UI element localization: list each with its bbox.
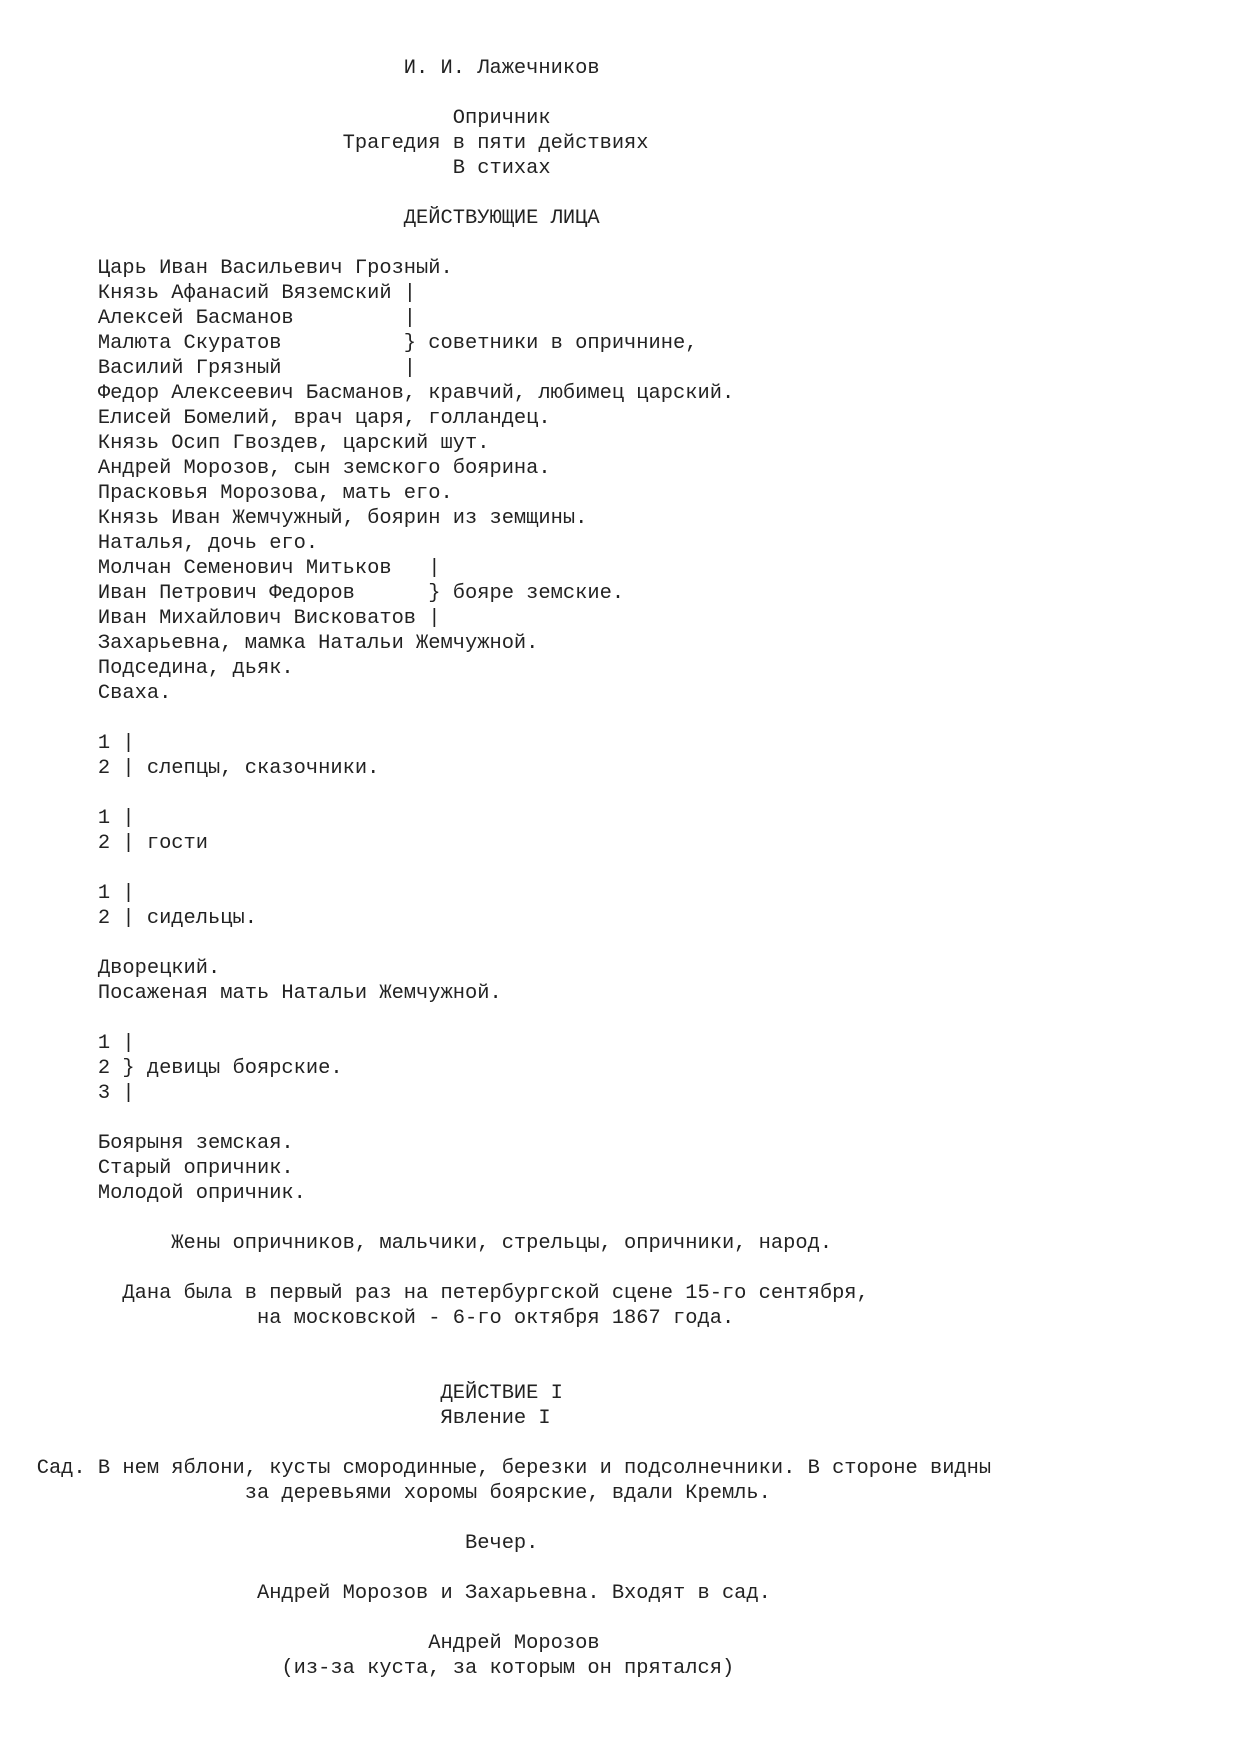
document-line — [0, 1006, 1242, 1031]
document-line: Иван Михайлович Висковатов | — [0, 607, 441, 630]
document-line: 1 | — [0, 1032, 135, 1055]
document-line: Захарьевна, мамка Натальи Жемчужной. — [0, 632, 539, 655]
document-line: Трагедия в пяти действиях — [0, 132, 649, 155]
document-text — [0, 56, 1242, 1681]
document-line: Дворецкий. — [0, 957, 221, 980]
document-line: Молодой опричник. — [0, 1182, 306, 1205]
document-line: Андрей Морозов и Захарьевна. Входят в сад. — [0, 1582, 771, 1605]
document-line — [0, 931, 1242, 956]
document-line: за деревьями хоромы боярские, вдали Кремль. — [0, 1482, 771, 1505]
document-line: Молчан Семенович Митьков | — [0, 557, 441, 580]
document-line: Вечер. — [0, 1532, 539, 1555]
document-line: Сад. В нем яблони, кусты смородинные, березки и подсолнечники. В стороне видны — [0, 1457, 992, 1480]
document-line: Василий Грязный | — [0, 357, 417, 380]
document-line: Дана была в первый раз на петербургской сцене 15-го сентября, — [0, 1282, 869, 1305]
document-line: Жены опричников, мальчики, стрельцы, опричники, народ. — [0, 1232, 833, 1255]
document-line: Князь Иван Жемчужный, боярин из земщины. — [0, 507, 588, 530]
document-line: Подседина, дьяк. — [0, 657, 294, 680]
document-line: 2 | гости — [0, 832, 209, 855]
document-line: Федор Алексеевич Басманов, кравчий, любимец царский. — [0, 382, 735, 405]
document-line: Царь Иван Васильевич Грозный. — [0, 257, 453, 280]
document-line: 2 } девицы боярские. — [0, 1057, 343, 1080]
document-line: (из-за куста, за которым он прятался) — [0, 1657, 735, 1680]
document-line: на московской - 6-го октября 1867 года. — [0, 1307, 735, 1330]
document-line: Андрей Морозов — [0, 1632, 600, 1655]
document-line — [0, 81, 1242, 106]
document-line — [0, 1506, 1242, 1531]
document-line: Посаженая мать Натальи Жемчужной. — [0, 982, 502, 1005]
document-line: Иван Петрович Федоров } бояре земские. — [0, 582, 625, 605]
document-line: 1 | — [0, 882, 135, 905]
document-line — [0, 1606, 1242, 1631]
document-line: 1 | — [0, 807, 135, 830]
document-line — [0, 231, 1242, 256]
document-line: ДЕЙСТВУЮЩИЕ ЛИЦА — [0, 207, 600, 230]
document-line: И. И. Лажечников — [0, 57, 600, 80]
document-line — [0, 1356, 1242, 1381]
document-line: Малюта Скуратов } советники в опричнине, — [0, 332, 698, 355]
document-line: Князь Афанасий Вяземский | — [0, 282, 417, 305]
document-line — [0, 1256, 1242, 1281]
document-line: 1 | — [0, 732, 135, 755]
document-line: 2 | слепцы, сказочники. — [0, 757, 380, 780]
document-line: 2 | сидельцы. — [0, 907, 257, 930]
document-line: Старый опричник. — [0, 1157, 294, 1180]
document-line: Явление I — [0, 1407, 551, 1430]
document-line — [0, 1106, 1242, 1131]
document-line: Елисей Бомелий, врач царя, голландец. — [0, 407, 551, 430]
document-line — [0, 781, 1242, 806]
document-line — [0, 181, 1242, 206]
document-line: Андрей Морозов, сын земского боярина. — [0, 457, 551, 480]
document-line: ДЕЙСТВИЕ I — [0, 1382, 563, 1405]
document-line: Наталья, дочь его. — [0, 532, 319, 555]
document-line — [0, 1206, 1242, 1231]
document-line: Князь Осип Гвоздев, царский шут. — [0, 432, 490, 455]
document-line — [0, 1556, 1242, 1581]
document-line: Сваха. — [0, 682, 172, 705]
document-line: 3 | — [0, 1082, 135, 1105]
document-line: Прасковья Морозова, мать его. — [0, 482, 453, 505]
document-line — [0, 1431, 1242, 1456]
document-line: Алексей Басманов | — [0, 307, 417, 330]
document-line: Опричник — [0, 107, 551, 130]
document-line: В стихах — [0, 157, 551, 180]
document-line — [0, 856, 1242, 881]
document-line — [0, 706, 1242, 731]
document-line — [0, 1331, 1242, 1356]
document-page — [0, 56, 1242, 1681]
document-line: Боярыня земская. — [0, 1132, 294, 1155]
